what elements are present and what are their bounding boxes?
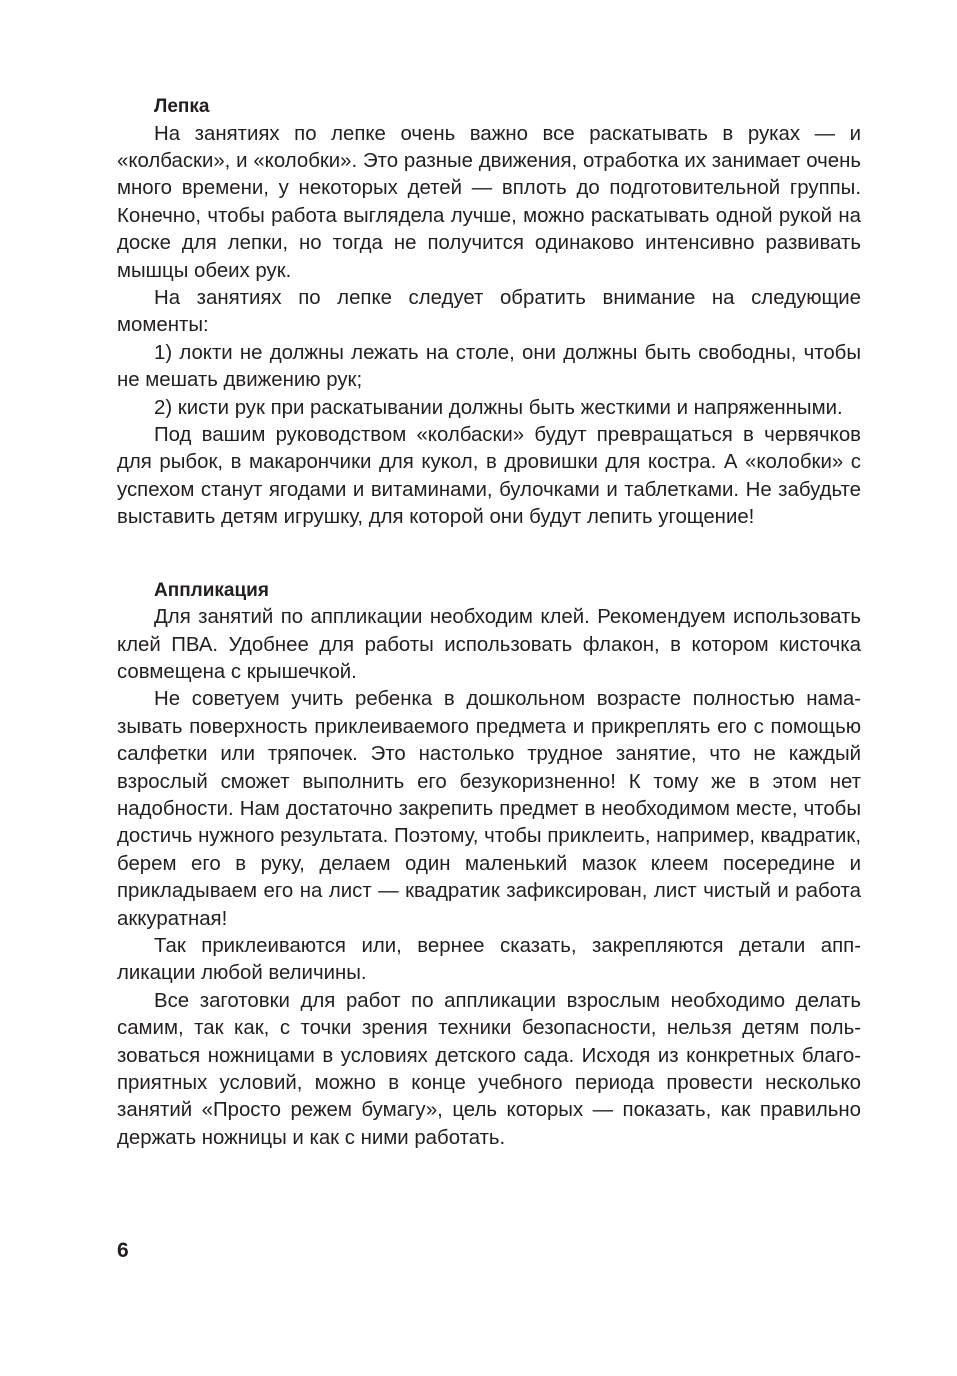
section-applikatsiya <box>117 577 861 1153</box>
section-heading: Аппликация <box>154 579 269 601</box>
page-body <box>117 93 861 1152</box>
paragraph: Для занятий по аппликации необходим клей. Рекомендуем использовать клей ПВА. Удобнее для работы использовать флакон, в котором кисточка совмещена с крышечкой. <box>117 606 861 683</box>
list-item: 1) локти не должны лежать на столе, они должны быть свободны, чтобы не мешать движению рук; <box>117 341 861 392</box>
paragraph: На занятиях по лепке очень важно все раскатывать в руках — и «колбаски», и «колобки». Это разные движения, отработка их занимает очень много времени, у некоторых детей — вплоть до подготовительной группы. Конечно, чтобы работа выглядела лучше, можно раскатывать одной рукой на доске для лепки, но тогда не получится одинаково интенсивно развивать мышцы обеих рук. <box>117 122 861 282</box>
section-heading: Лепка <box>154 96 210 117</box>
paragraph: Под вашим руководством «колбаски» будут превращаться в червячков для рыбок, в макарончики для кукол, в дровишки для костра. А «колобки» с успехом станут ягодами и витаминами, булочками и таблетками. Не забудьте выставить детям игрушку, для которой они будут лепить угощение! <box>117 423 861 529</box>
section-lepka <box>117 93 861 532</box>
paragraph: На занятиях по лепке следует обратить внимание на следующие моменты: <box>117 286 861 337</box>
page-number: 6 <box>117 1239 129 1262</box>
list-item: 2) кисти рук при раскатывании должны быть жесткими и напряженными. <box>154 396 843 419</box>
paragraph: Не советуем учить ребенка в дошкольном возрасте полностью намазывать поверхность приклеиваемого предмета и прикреплять его с помощью салфетки или тряпочек. Это настолько трудное занятие, что не каждый взрослый сможет выполнить его безукоризненно! К тому же в этом нет надобности. Нам достаточно закрепить предмет в необходимом месте, чтобы достичь нужного результата. Поэтому, чтобы приклеить, например, квадратик, берем его в руку, делаем один маленький мазок клеем посередине и прикладываем его на лист — квадратик зафиксирован, лист чистый и работа аккуратная! <box>117 688 861 930</box>
paragraph: Все заготовки для работ по аппликации взрослым необходимо делать самим, так как, с точки зрения техники безопасности, нельзя детям пользоваться ножницами в условиях детского сада. Исходя из конкретных благоприятных условий, можно в конце учебного периода провести несколько занятий «Просто режем бумагу», цель которых — показать, как правильно держать ножницы и как с ними работать. <box>117 989 861 1149</box>
paragraph: Так приклеиваются или, вернее сказать, закрепляются детали аппликации любой величины. <box>117 934 861 985</box>
